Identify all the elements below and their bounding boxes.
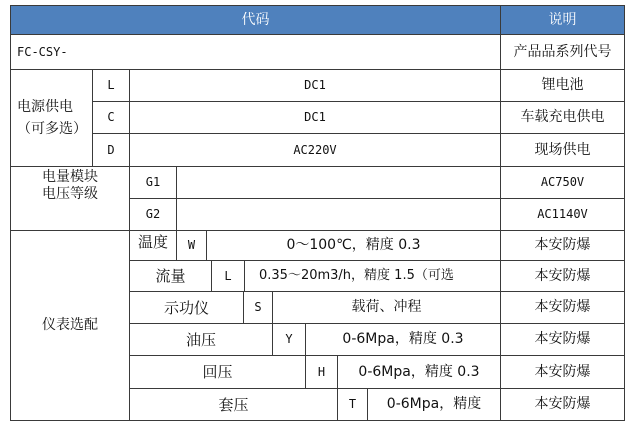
- instrument-name-temperature: 温度: [129, 230, 177, 261]
- power-desc-D: 现场供电: [500, 133, 625, 167]
- instrument-code-S: S: [243, 291, 273, 324]
- instrument-spec-casing-pressure: 0-6Mpa，精度: [367, 388, 501, 421]
- instrument-code-L: L: [211, 260, 245, 292]
- instrument-code-T: T: [337, 388, 368, 421]
- instrument-name-oil-pressure: 油压: [129, 323, 273, 356]
- module-value-G2: [176, 198, 501, 231]
- header-desc: 说明: [500, 5, 625, 35]
- instrument-spec-flow: 0.35～20m3/h，精度 1.5（可选: [244, 260, 501, 292]
- instrument-spec-dynamometer: 载荷、冲程: [272, 291, 501, 324]
- instrument-spec-oil-pressure: 0-6Mpa，精度 0.3: [305, 323, 501, 356]
- power-value-C: DC1: [129, 101, 501, 134]
- module-code-G2: G2: [129, 198, 177, 231]
- module-code-G1: G1: [129, 166, 177, 199]
- instrument-desc-flow: 本安防爆: [500, 260, 625, 292]
- instrument-code-W: W: [176, 230, 207, 261]
- instrument-desc-dynamometer: 本安防爆: [500, 291, 625, 324]
- model-desc: 产品品系列代号: [500, 34, 625, 70]
- instrument-spec-temperature: 0～100℃，精度 0.3: [206, 230, 501, 261]
- instrument-name-flow: 流量: [129, 260, 212, 292]
- module-value-G1: [176, 166, 501, 199]
- power-desc-C: 车载充电供电: [500, 101, 625, 134]
- instrument-desc-casing-pressure: 本安防爆: [500, 388, 625, 421]
- model-prefix: FC-CSY-: [10, 34, 501, 70]
- instruments-label: 仪表选配: [10, 230, 130, 421]
- instrument-name-dynamometer: 示功仪: [129, 291, 244, 324]
- instrument-desc-temperature: 本安防爆: [500, 230, 625, 261]
- module-label: 电量模块电压等级: [10, 166, 130, 231]
- instrument-spec-back-pressure: 0-6Mpa，精度 0.3: [337, 355, 501, 389]
- power-code-C: C: [92, 101, 130, 134]
- instrument-name-back-pressure: 回压: [129, 355, 306, 389]
- instrument-desc-back-pressure: 本安防爆: [500, 355, 625, 389]
- power-value-D: AC220V: [129, 133, 501, 167]
- instrument-desc-oil-pressure: 本安防爆: [500, 323, 625, 356]
- power-desc-L: 锂电池: [500, 69, 625, 102]
- module-desc-G1: AC750V: [500, 166, 625, 199]
- header-code: 代码: [10, 5, 501, 35]
- instrument-code-Y: Y: [272, 323, 306, 356]
- power-code-D: D: [92, 133, 130, 167]
- power-label: 电源供电（可多选）: [10, 69, 93, 167]
- power-code-L: L: [92, 69, 130, 102]
- instrument-name-casing-pressure: 套压: [129, 388, 338, 421]
- module-desc-G2: AC1140V: [500, 198, 625, 231]
- instrument-code-H: H: [305, 355, 338, 389]
- power-value-L: DC1: [129, 69, 501, 102]
